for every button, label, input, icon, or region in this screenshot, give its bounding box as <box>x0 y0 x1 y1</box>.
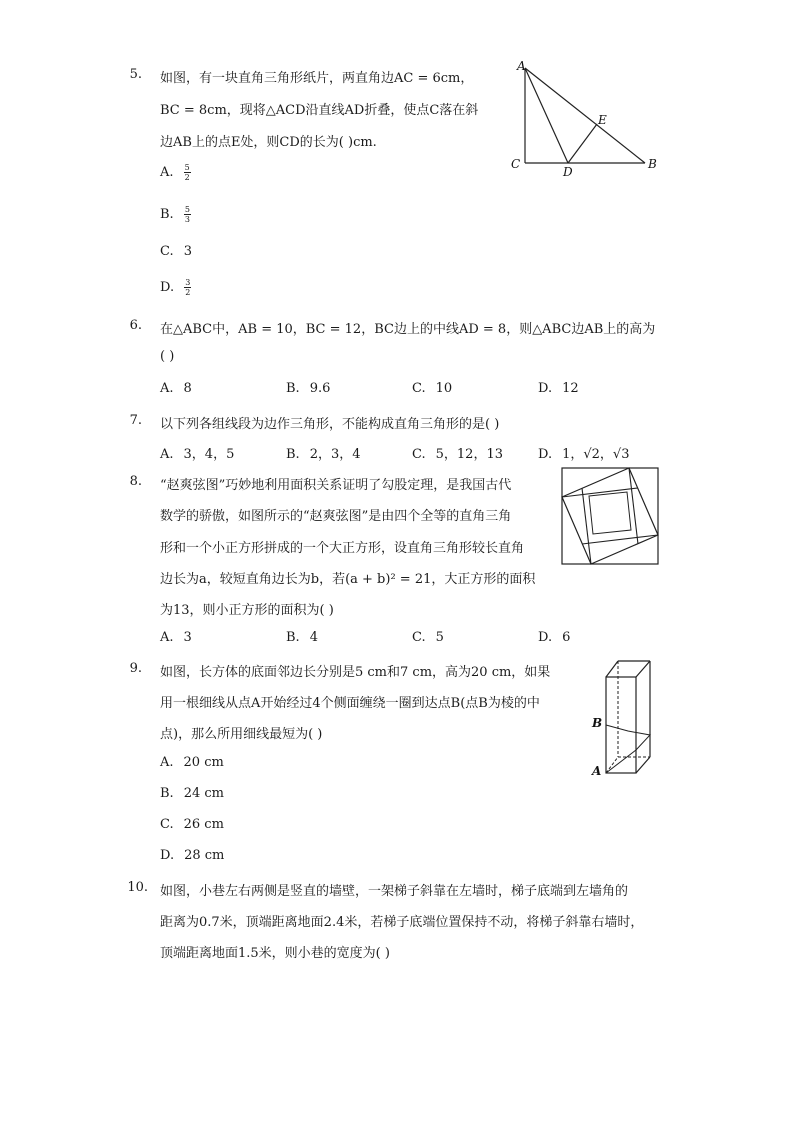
question-number: 6. <box>129 318 142 333</box>
option-c <box>412 630 444 645</box>
option-d <box>538 630 570 645</box>
label-c: C <box>511 157 521 171</box>
question-text-line: 如图，有一块直角三角形纸片，两直角边AC = 6cm， <box>160 71 474 86</box>
label-a: A <box>592 764 602 778</box>
question-text-line: 边AB上的点E处，则CD的长为( )cm. <box>160 135 377 150</box>
question-text-line: 以下列各组线段为边作三角形，不能构成直角三角形的是( ) <box>160 417 500 432</box>
fraction-denominator: 2 <box>184 173 190 182</box>
thread-path <box>606 725 650 773</box>
fraction-numerator: 3 <box>185 278 191 287</box>
outer-square <box>562 468 658 564</box>
question-text-line: BC = 8cm，现将△ACD沿直线AD折叠，使点C落在斜 <box>160 103 479 118</box>
option-d <box>538 443 629 462</box>
cuboid-figure <box>588 655 666 780</box>
label-b: B <box>648 157 657 171</box>
question-number: 10. <box>127 880 148 895</box>
option-b <box>160 205 191 224</box>
option-label: B. <box>286 630 300 645</box>
option-label: B. <box>286 447 300 462</box>
question-text-line: 距离为0.7米，顶端距离地面2.4米，若梯子底端位置保持不动，将梯子斜靠右墙时， <box>160 915 644 930</box>
segment-ad <box>525 68 568 163</box>
question-text-line: 如图，长方体的底面邻边长分别是5 cm和7 cm，高为20 cm，如果 <box>160 665 551 680</box>
question-text-line: 形和一个小正方形拼成的一个大正方形，设直角三角形较长直角 <box>160 541 525 556</box>
option-b <box>286 443 361 462</box>
option-label: D. <box>538 630 553 645</box>
hypotenuse-square <box>562 468 658 564</box>
question-number: 9. <box>129 661 142 676</box>
fraction-denominator: 3 <box>184 215 190 224</box>
segment-de <box>568 124 597 163</box>
option-text: 6 <box>562 630 571 645</box>
option-label: D. <box>538 381 553 396</box>
option-label: A. <box>160 165 174 180</box>
fraction-numerator: 5 <box>184 163 190 172</box>
label-d: D <box>563 165 573 178</box>
option-c <box>160 244 192 259</box>
option-d <box>160 848 224 863</box>
option-a <box>160 630 192 645</box>
option-label: D. <box>160 848 175 863</box>
fraction <box>184 278 191 297</box>
option-text: 4 <box>309 630 318 645</box>
option-label: A. <box>160 447 174 462</box>
option-label: C. <box>412 447 426 462</box>
front-face <box>606 677 636 773</box>
label-a: A <box>517 59 526 73</box>
option-label: C. <box>160 817 174 832</box>
question-number: 5. <box>129 67 142 82</box>
top-edge <box>636 661 650 677</box>
option-label: A. <box>160 630 174 645</box>
option-c <box>412 443 503 462</box>
option-a <box>160 381 192 396</box>
option-text: 2，3，4 <box>309 447 361 462</box>
fraction <box>184 205 191 224</box>
option-a <box>160 163 191 182</box>
option-c <box>412 381 452 396</box>
question-number: 7. <box>129 413 142 428</box>
question-text-line: 边长为a，较短直角边长为b，若(a + b)² = 21，大正方形的面积 <box>160 572 536 587</box>
option-text: 12 <box>562 381 579 396</box>
option-text: 26 cm <box>183 817 224 832</box>
option-b <box>286 630 318 645</box>
option-c <box>160 817 224 832</box>
bottom-edge <box>636 757 650 773</box>
question-text-line: 用一根细线从点A开始经过4个侧面缠绕一圈到达点B(点B为棱的中 <box>160 696 540 711</box>
option-text: 8 <box>183 381 192 396</box>
top-edge <box>606 661 618 677</box>
option-text: 3 <box>183 244 193 259</box>
question-text-line: 点)，那么所用细线最短为( ) <box>160 727 323 742</box>
question-text-line: 如图，小巷左右两侧是竖直的墙壁，一架梯子斜靠在左墙时，梯子底端到左墙角的 <box>160 884 629 899</box>
option-label: D. <box>160 280 175 295</box>
option-text: 24 cm <box>183 786 224 801</box>
option-text: 5 <box>435 630 444 645</box>
question-text-line: 顶端距离地面1.5米，则小巷的宽度为( ) <box>160 946 390 961</box>
option-label: A. <box>160 381 174 396</box>
option-text: 28 cm <box>184 848 225 863</box>
option-label: D. <box>538 447 553 462</box>
fraction-denominator: 2 <box>185 288 191 297</box>
question-text-line: ( ) <box>160 349 175 364</box>
option-b <box>286 381 330 396</box>
option-label: C. <box>412 381 426 396</box>
option-b <box>160 786 224 801</box>
fraction-numerator: 5 <box>184 205 190 214</box>
inner-square <box>589 492 631 534</box>
option-label: B. <box>160 786 174 801</box>
option-d <box>538 381 579 396</box>
option-a <box>160 755 224 770</box>
question-text-line: 在△ABC中，AB = 10，BC = 12，BC边上的中线AD = 8，则△ABC边AB上的高为 <box>160 322 656 337</box>
option-text: 5，12，13 <box>435 447 503 462</box>
option-label: A. <box>160 755 174 770</box>
option-text: 10 <box>435 381 453 396</box>
segment-ab <box>525 68 645 163</box>
question-text-line: 为13，则小正方形的面积为( ) <box>160 603 334 618</box>
fraction <box>184 163 191 182</box>
triangle-figure <box>505 58 665 178</box>
option-label: C. <box>160 244 174 259</box>
option-label: B. <box>286 381 300 396</box>
option-text: 9.6 <box>309 381 331 396</box>
option-d <box>160 278 191 297</box>
option-label: B. <box>160 207 174 222</box>
label-b: B <box>592 716 603 730</box>
question-text-line: “赵爽弦图”巧妙地利用面积关系证明了勾股定理，是我国古代 <box>160 478 512 493</box>
label-e: E <box>598 113 607 127</box>
option-a <box>160 443 234 462</box>
option-text: 1，√2，√3 <box>562 447 630 462</box>
question-number: 8. <box>129 474 142 489</box>
question-text-line: 数学的骄傲，如图所示的“赵爽弦图”是由四个全等的直角三角 <box>160 509 512 524</box>
zhao-shuang-diagram <box>560 466 660 566</box>
option-text: 20 cm <box>183 755 224 770</box>
option-text: 3 <box>183 630 192 645</box>
option-text: 3，4，5 <box>183 447 235 462</box>
option-label: C. <box>412 630 426 645</box>
